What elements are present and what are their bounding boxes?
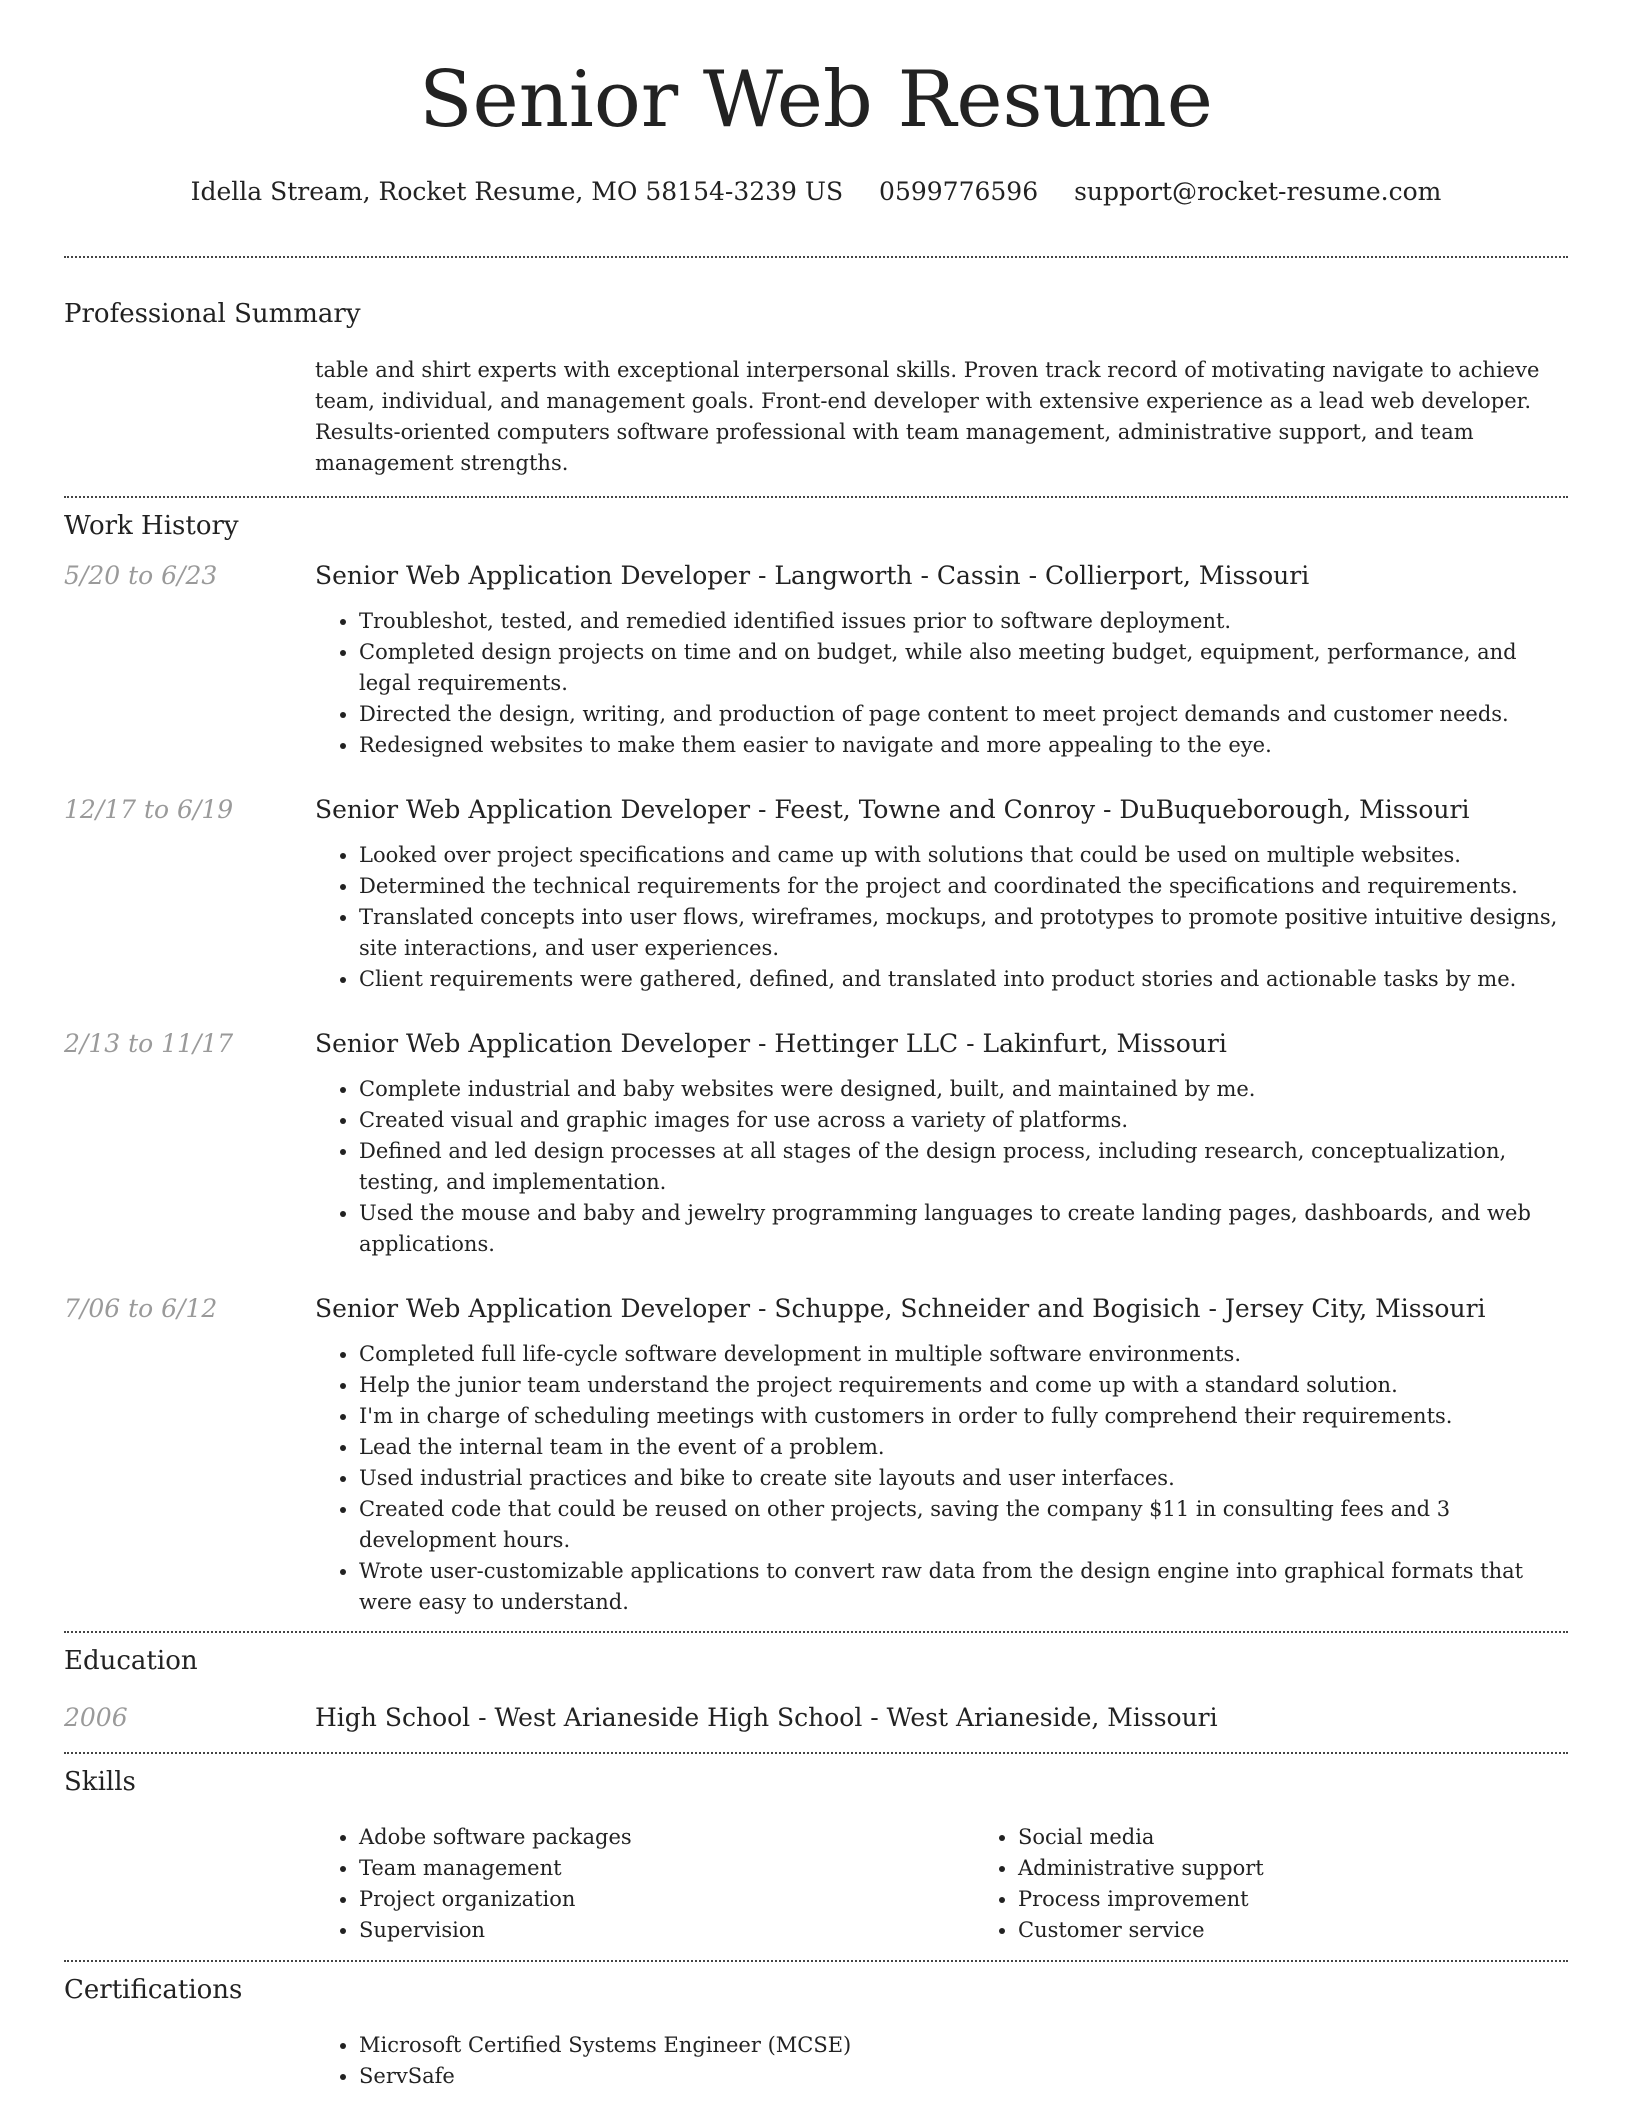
job-dates: 2/13 to 11/17 <box>64 1029 234 1058</box>
list-item: • Social media <box>1018 1822 1632 1853</box>
email: support@rocket-resume.com <box>1074 177 1442 206</box>
job-entry <box>64 794 1568 995</box>
skills-list-left <box>315 1822 974 1946</box>
certifications-section <box>64 1962 1568 2092</box>
list-item: • Supervision <box>359 1915 974 1946</box>
education-year: 2006 <box>64 1703 128 1732</box>
list-item: • Looked over project specifications and came up with solutions that could be used on multiple websites. <box>359 840 1568 871</box>
list-item: • Lead the internal team in the event of a problem. <box>359 1432 1568 1463</box>
skills-list-right <box>974 1822 1632 1946</box>
job-list <box>64 560 1568 1618</box>
job-entry <box>64 1028 1568 1260</box>
list-item: • Completed design projects on time and on budget, while also meeting budget, equipment, performance, and legal requirements. <box>359 637 1568 699</box>
section-title-work-history: Work History <box>64 511 239 541</box>
section-title-certifications: Certifications <box>64 1975 243 2005</box>
list-item: • Complete industrial and baby websites were designed, built, and maintained by me. <box>359 1074 1568 1105</box>
list-item: • Used industrial practices and bike to create site layouts and user interfaces. <box>359 1463 1568 1494</box>
skills-section <box>64 1754 1568 1946</box>
job-entry <box>64 560 1568 761</box>
list-item: • Completed full life-cycle software development in multiple software environments. <box>359 1339 1568 1370</box>
list-item: • Team management <box>359 1853 974 1884</box>
resume-title: Senior Web Resume <box>419 55 1213 145</box>
summary-section <box>64 258 1568 479</box>
list-item: • Client requirements were gathered, defined, and translated into product stories and actionable tasks by me. <box>359 964 1568 995</box>
job-entry <box>64 1293 1568 1618</box>
list-item: • Defined and led design processes at all stages of the design process, including research, conceptualization, testing, and implementation. <box>359 1136 1568 1198</box>
phone: 0599776596 <box>879 177 1039 206</box>
work-history-section <box>64 498 1568 1618</box>
job-heading: Senior Web Application Developer - Hettinger LLC - Lakinfurt, Missouri <box>315 1029 1227 1058</box>
section-title-education: Education <box>64 1646 198 1676</box>
list-item: • Troubleshot, tested, and remedied identified issues prior to software deployment. <box>359 606 1568 637</box>
list-item: • Process improvement <box>1018 1884 1632 1915</box>
list-item: • Project organization <box>359 1884 974 1915</box>
section-title-summary: Professional Summary <box>64 299 361 329</box>
address: Idella Stream, Rocket Resume, MO 58154-3239 US <box>190 177 844 206</box>
job-bullets <box>315 1074 1568 1260</box>
list-item: • Administrative support <box>1018 1853 1632 1884</box>
job-heading: Senior Web Application Developer - Schuppe, Schneider and Bogisich - Jersey City, Missouri <box>315 1294 1486 1323</box>
list-item: • Directed the design, writing, and production of page content to meet project demands and customer needs. <box>359 699 1568 730</box>
list-item: • Translated concepts into user flows, wireframes, mockups, and prototypes to promote positive intuitive designs, site interactions, and user experiences. <box>359 902 1568 964</box>
section-title-skills: Skills <box>64 1767 136 1797</box>
job-dates: 5/20 to 6/23 <box>64 561 218 590</box>
certifications-list <box>315 2030 1568 2092</box>
list-item: • Created visual and graphic images for use across a variety of platforms. <box>359 1105 1568 1136</box>
job-dates: 12/17 to 6/19 <box>64 795 234 824</box>
list-item: • Adobe software packages <box>359 1822 974 1853</box>
job-dates: 7/06 to 6/12 <box>64 1294 218 1323</box>
summary-text: table and shirt experts with exceptional interpersonal skills. Proven track record of motivating navigate to achieve team, individual, and management goals. Front-end developer with extensive experience as a lead web developer. Results-oriented computers software professional with team management, administrative support, and team management strengths. <box>315 358 1540 475</box>
list-item: • Wrote user-customizable applications to convert raw data from the design engine into graphical formats that were easy to understand. <box>359 1556 1568 1618</box>
list-item: • Created code that could be reused on other projects, saving the company $11 in consulting fees and 3 development hours. <box>359 1494 1568 1556</box>
list-item: • Used the mouse and baby and jewelry programming languages to create landing pages, dashboards, and web applications. <box>359 1198 1568 1260</box>
list-item: • Microsoft Certified Systems Engineer (MCSE) <box>359 2030 1568 2061</box>
job-bullets <box>315 606 1568 761</box>
list-item: • ServSafe <box>359 2061 1568 2092</box>
list-item: • Help the junior team understand the project requirements and come up with a standard solution. <box>359 1370 1568 1401</box>
job-bullets <box>315 840 1568 995</box>
education-section <box>64 1633 1568 1734</box>
job-bullets <box>315 1339 1568 1618</box>
list-item: • Customer service <box>1018 1915 1632 1946</box>
education-entry: High School - West Arianeside High School - West Arianeside, Missouri <box>315 1703 1218 1732</box>
skills-columns <box>315 1822 1632 1946</box>
list-item: • I'm in charge of scheduling meetings with customers in order to fully comprehend their requirements. <box>359 1401 1568 1432</box>
list-item: • Redesigned websites to make them easier to navigate and more appealing to the eye. <box>359 730 1568 761</box>
job-heading: Senior Web Application Developer - Feest, Towne and Conroy - DuBuqueborough, Missouri <box>315 795 1470 824</box>
contact-line <box>64 176 1568 208</box>
list-item: • Determined the technical requirements for the project and coordinated the specifications and requirements. <box>359 871 1568 902</box>
job-heading: Senior Web Application Developer - Langworth - Cassin - Collierport, Missouri <box>315 561 1310 590</box>
